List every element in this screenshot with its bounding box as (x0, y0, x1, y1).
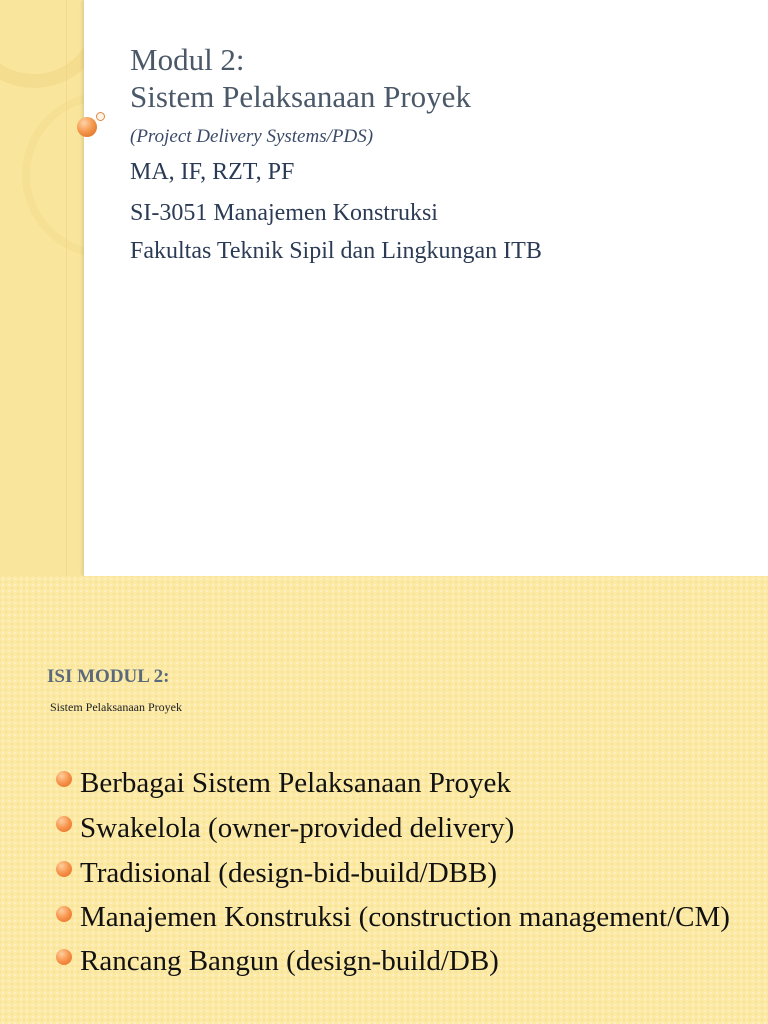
list-item (54, 852, 744, 894)
slide-title (130, 41, 471, 115)
list-item-text: Berbagai Sistem Pelaksanaan Proyek (80, 767, 511, 799)
authors-line: MA, IF, RZT, PF (130, 159, 295, 185)
decorative-line (66, 0, 67, 576)
title-line-2: Sistem Pelaksanaan Proyek (130, 79, 471, 114)
small-orb-icon (96, 112, 105, 121)
list-item-text: Swakelola (owner-provided delivery) (80, 812, 515, 844)
contents-heading: ISI MODUL 2: (47, 666, 170, 687)
list-item-text: Manajemen Konstruksi (construction management/CM) (80, 901, 730, 933)
course-line: SI-3051 Manajemen Konstruksi (130, 200, 438, 226)
title-line-1: Modul 2: (130, 42, 245, 77)
slide-subtitle: (Project Delivery Systems/PDS) (130, 126, 374, 147)
faculty-line: Fakultas Teknik Sipil dan Lingkungan ITB (130, 238, 542, 264)
bullet-icon (56, 906, 72, 922)
bullet-icon (56, 771, 72, 787)
contents-subheading: Sistem Pelaksanaan Proyek (50, 700, 182, 714)
bullet-icon (56, 861, 72, 877)
list-item-text: Tradisional (design-bid-build/DBB) (80, 857, 498, 889)
orange-orb-icon (77, 117, 97, 137)
bullet-icon (56, 949, 72, 965)
decorative-strip (0, 0, 84, 576)
bullet-icon (56, 816, 72, 832)
list-item (54, 940, 744, 982)
bullet-list (54, 762, 744, 985)
list-item (54, 807, 744, 849)
list-item (54, 762, 744, 804)
contents-slide (0, 576, 768, 1024)
list-item-text: Rancang Bangun (design-build/DB) (80, 945, 499, 977)
list-item (54, 897, 744, 937)
